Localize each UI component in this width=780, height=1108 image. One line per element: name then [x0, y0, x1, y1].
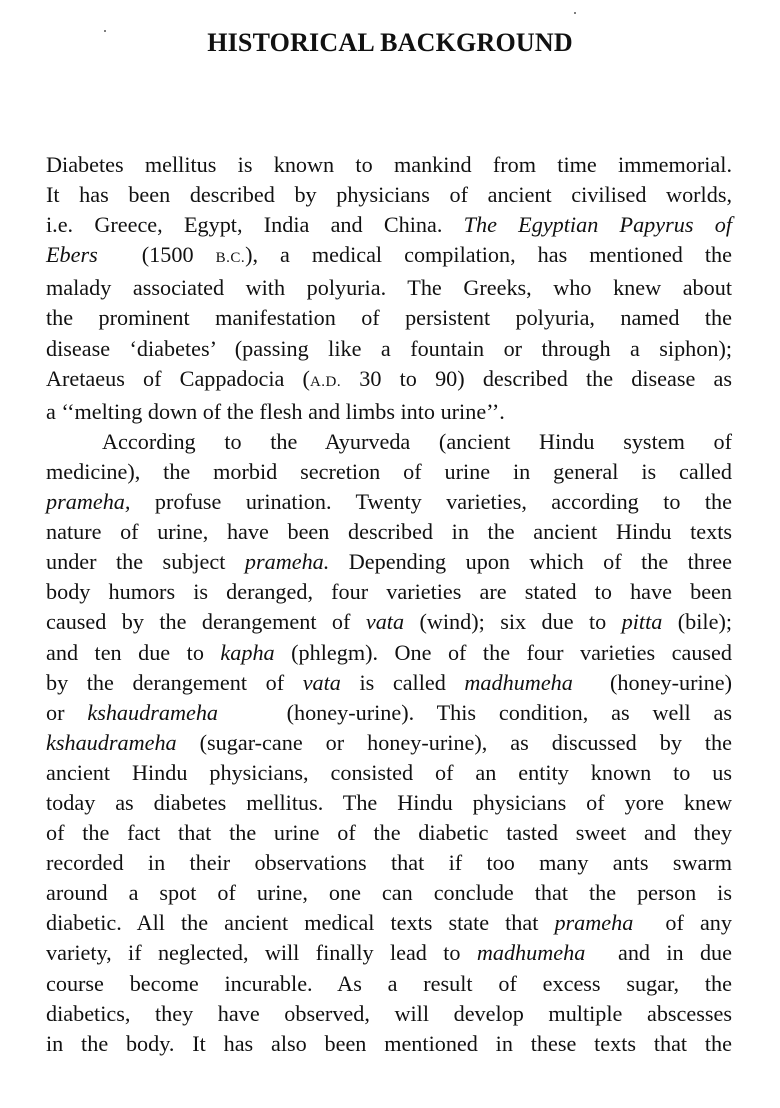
text-line [46, 517, 732, 547]
text-line [46, 334, 732, 364]
text-line [46, 397, 732, 427]
paragraph-start-line [46, 427, 732, 457]
text-line [46, 457, 732, 487]
text-segment: (wind); six due to [404, 609, 622, 635]
text-segment: disease ‘diabetes’ (passing like a fountain or through a siphon); [46, 335, 732, 361]
text-line [46, 818, 732, 848]
date-era: B.C. [215, 250, 246, 267]
italic-term: vata [302, 669, 341, 695]
text-segment: and ten due to [46, 639, 221, 665]
text-segment: (1500 [97, 242, 216, 268]
date-era: A.D. [309, 373, 342, 390]
italic-term: kshaudrameha [46, 729, 177, 755]
text-segment: in the body. It has also been mentioned in these texts that the [46, 1030, 732, 1056]
text-segment: i.e. Greece, Egypt, India and China. [46, 212, 464, 238]
italic-term: pitta [621, 609, 663, 635]
text-line [46, 487, 732, 517]
text-line [46, 547, 732, 577]
text-line [46, 210, 732, 240]
text-line [46, 303, 732, 333]
text-segment: Aretaeus of Cappadocia ( [46, 365, 310, 391]
text-segment: diabetics, they have observed, will develop multiple abscesses [46, 1000, 732, 1026]
body-text [46, 150, 732, 1059]
text-segment: nature of urine, have been described in the ancient Hindu texts [46, 519, 732, 545]
text-line [46, 999, 732, 1029]
text-segment: or [46, 699, 88, 725]
text-segment: ), a medical compilation, has mentioned the [245, 242, 733, 268]
text-line [46, 788, 732, 818]
text-line [46, 698, 732, 728]
text-line [46, 364, 732, 397]
text-segment: malady associated with polyuria. The Greeks, who knew about [46, 275, 732, 301]
text-segment: According to the Ayurveda (ancient Hindu system of [102, 428, 732, 454]
italic-term: madhumeha [476, 940, 586, 966]
text-line [46, 1029, 732, 1059]
text-segment: recorded in their observations that if too many ants swarm [46, 850, 732, 876]
text-segment: of any [633, 910, 732, 936]
text-segment: (honey-urine) [572, 669, 733, 695]
text-line [46, 150, 732, 180]
text-line [46, 240, 732, 273]
text-segment: a ‘‘melting down of the flesh and limbs into urine’’. [46, 398, 505, 424]
text-line [46, 758, 732, 788]
text-segment: is called [340, 669, 465, 695]
text-segment: (sugar-cane or honey-urine), as discussed by the [176, 729, 732, 755]
text-line [46, 577, 732, 607]
text-segment: variety, if neglected, will finally lead to [46, 940, 477, 966]
italic-term: prameha [554, 910, 634, 936]
text-segment: Diabetes mellitus is known to mankind from time immemorial. [46, 152, 732, 177]
italic-term: kshaudrameha [87, 699, 219, 725]
text-segment: and in due [585, 940, 732, 966]
text-segment: around a spot of urine, one can conclude that the person is [46, 880, 732, 906]
text-segment: 30 to 90) described the disease as [341, 365, 732, 391]
text-segment: today as diabetes mellitus. The Hindu physicians of yore knew [46, 789, 732, 815]
text-line [46, 908, 732, 938]
text-segment: by the derangement of [46, 669, 303, 695]
text-segment: medicine), the morbid secretion of urine in general is called [46, 458, 732, 484]
italic-term: madhumeha [464, 669, 573, 695]
text-segment: diabetic. All the ancient medical texts state that [46, 910, 555, 936]
text-segment: (honey-urine). This condition, as well as [218, 699, 733, 725]
italic-term: prameha, [46, 489, 131, 515]
text-segment: caused by the derangement of [46, 609, 366, 635]
text-segment: It has been described by physicians of ancient civilised worlds, [46, 182, 732, 208]
text-segment: (phlegm). One of the four varieties caused [274, 639, 732, 665]
text-line [46, 938, 732, 968]
text-segment: Depending upon which of the three [329, 549, 732, 575]
text-line [46, 273, 732, 303]
text-segment: under the subject [46, 549, 245, 575]
text-line [46, 878, 732, 908]
text-line [46, 728, 732, 758]
italic-term: vata [365, 609, 405, 635]
text-segment: body humors is deranged, four varieties are stated to have been [46, 579, 732, 605]
italic-term: The Egyptian Papyrus of [463, 212, 732, 238]
text-segment: the prominent manifestation of persistent polyuria, named the [46, 305, 732, 331]
text-segment: profuse urination. Twenty varieties, according to the [130, 489, 732, 515]
text-line [46, 180, 732, 210]
text-line [46, 668, 732, 698]
italic-term: kapha [220, 639, 275, 665]
text-segment: course become incurable. As a result of excess sugar, the [46, 970, 732, 996]
page-title: HISTORICAL BACKGROUND [207, 28, 573, 57]
text-segment: (bile); [662, 609, 732, 635]
text-segment: ancient Hindu physicians, consisted of an entity known to us [46, 759, 732, 785]
text-line [46, 848, 732, 878]
text-segment: of the fact that the urine of the diabetic tasted sweet and they [46, 820, 732, 846]
text-line [46, 638, 732, 668]
italic-term: prameha. [244, 549, 330, 575]
italic-term: Ebers [46, 242, 98, 268]
text-line [46, 607, 732, 637]
page-speck [574, 12, 576, 14]
text-line [46, 969, 732, 999]
